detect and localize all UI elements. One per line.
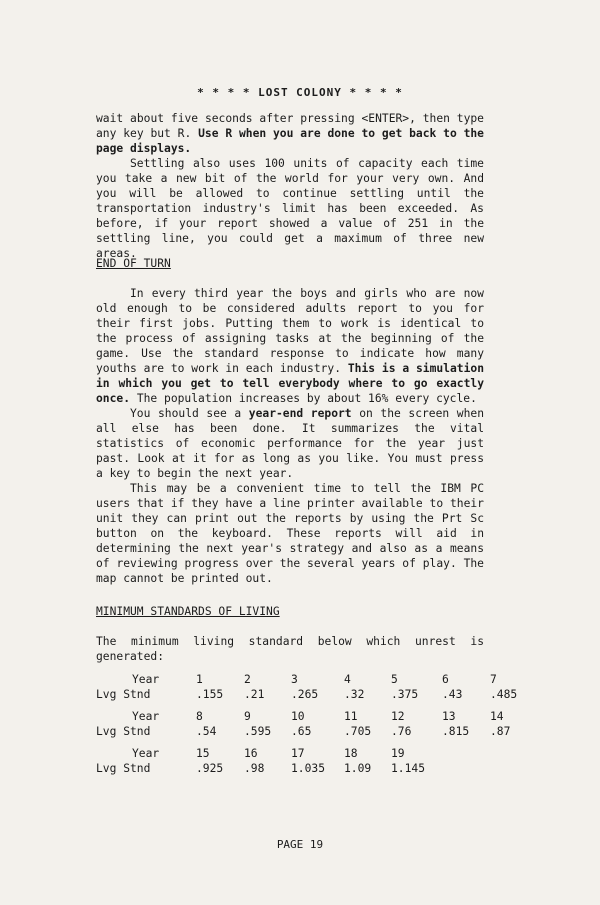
year-cell: 17 [291,747,305,760]
lvg-row [96,687,517,702]
paragraph-settling: Settling also uses 100 units of capacity each time you take a new bit of the world for your very own. And you will be allowed to continue settling until the transportation industry's limit has been exceeded. As before, if your report showed a value of 251 in the settling line, you could get a maximum of three new areas. [96,157,484,260]
year-cell: 12 [391,710,405,723]
year-cell: 14 [490,710,504,723]
lvg-cell: .375 [391,688,419,701]
lvg-cell: .155 [196,688,224,701]
section-min-standards [96,604,484,664]
paragraph-continuation [96,111,484,156]
paragraph-text: The population increases by about 16% every cycle. [130,392,477,405]
section-heading-end-of-turn: END OF TURN [96,257,171,270]
paragraph-bold-text: year-end report [248,407,352,420]
paragraph-min-standards-intro: The minimum living standard below which unrest is generated: [96,635,484,663]
paragraph-bold-text: Use R when you are done to get back to the page displays. [96,127,484,155]
section-heading-min-standards: MINIMUM STANDARDS OF LIVING [96,605,280,618]
year-cell: 16 [244,747,258,760]
lvg-table-row-3 [96,746,442,776]
paragraph-text: on the screen when all else has been done. It summarizes the vital statistics of economic performance for the year just past. Look at it for as long as you like. You must press a key to begin the next year. [96,407,484,480]
lvg-cell: .65 [291,725,312,738]
lvg-row [96,761,442,776]
lvg-cell: .98 [244,762,265,775]
lvg-cell: .54 [196,725,217,738]
year-row [96,672,517,687]
lvg-cell: .76 [391,725,412,738]
lvg-cell: .21 [244,688,265,701]
year-cell: 9 [244,710,251,723]
lvg-cell: 1.09 [344,762,372,775]
lvg-cell: .925 [196,762,224,775]
year-cell: 19 [391,747,405,760]
year-label: Year [132,710,160,723]
year-label: Year [132,747,160,760]
lvg-cell: 1.035 [291,762,326,775]
paragraph-new-workers [96,286,484,406]
paragraph-printing: This may be a convenient time to tell the IBM PC users that if they have a line printer available to their unit they can print out the reports by using the Prt Sc button on the keyboard. These reports will aid in determining the next year's strategy and also as a means of reviewing progress over the several years of play. The map cannot be printed out. [96,482,484,585]
year-cell: 1 [196,673,203,686]
paragraph-bold-text: This is a simulation in which you get to tell everybody where to go exactly once. [96,362,484,405]
year-cell: 7 [490,673,497,686]
paragraph-text: wait about five seconds after pressing <ENTER>, then type any key but R. [96,112,484,140]
lvg-cell: .815 [442,725,470,738]
year-cell: 2 [244,673,251,686]
year-cell: 5 [391,673,398,686]
year-cell: 11 [344,710,358,723]
year-cell: 18 [344,747,358,760]
year-cell: 13 [442,710,456,723]
lvg-table-row-2 [96,709,510,739]
lvg-label: Lvg Stnd [96,762,151,775]
lvg-cell: .265 [291,688,319,701]
year-cell: 6 [442,673,449,686]
year-cell: 3 [291,673,298,686]
year-cell: 10 [291,710,305,723]
lvg-cell: .485 [490,688,518,701]
lvg-cell: .43 [442,688,463,701]
lvg-cell: .595 [244,725,272,738]
lvg-cell: 1.145 [391,762,426,775]
year-cell: 8 [196,710,203,723]
lvg-label: Lvg Stnd [96,688,151,701]
lvg-row [96,724,510,739]
year-row [96,709,510,724]
lvg-label: Lvg Stnd [96,725,151,738]
lvg-cell: .32 [344,688,365,701]
paragraph-text: In every third year the boys and girls who are now old enough to be considered adults report to you for their first jobs. Putting them to work is identical to the process of assigning tasks at the beginning of the game. Use the standard response to indicate how many youths are to work in each industry. [96,287,484,375]
lvg-cell: .87 [490,725,511,738]
page-title: * * * * LOST COLONY * * * * [197,86,403,99]
paragraph-text: You should see a [130,407,249,420]
year-label: Year [132,673,160,686]
year-cell: 4 [344,673,351,686]
section-end-of-turn [96,256,484,586]
lvg-table-row-1 [96,672,517,702]
paragraph-year-end-report [96,406,484,481]
year-cell: 15 [196,747,210,760]
lvg-cell: .705 [344,725,372,738]
page-number: PAGE 19 [276,838,324,851]
text-block-top [96,111,484,261]
year-row [96,746,442,761]
